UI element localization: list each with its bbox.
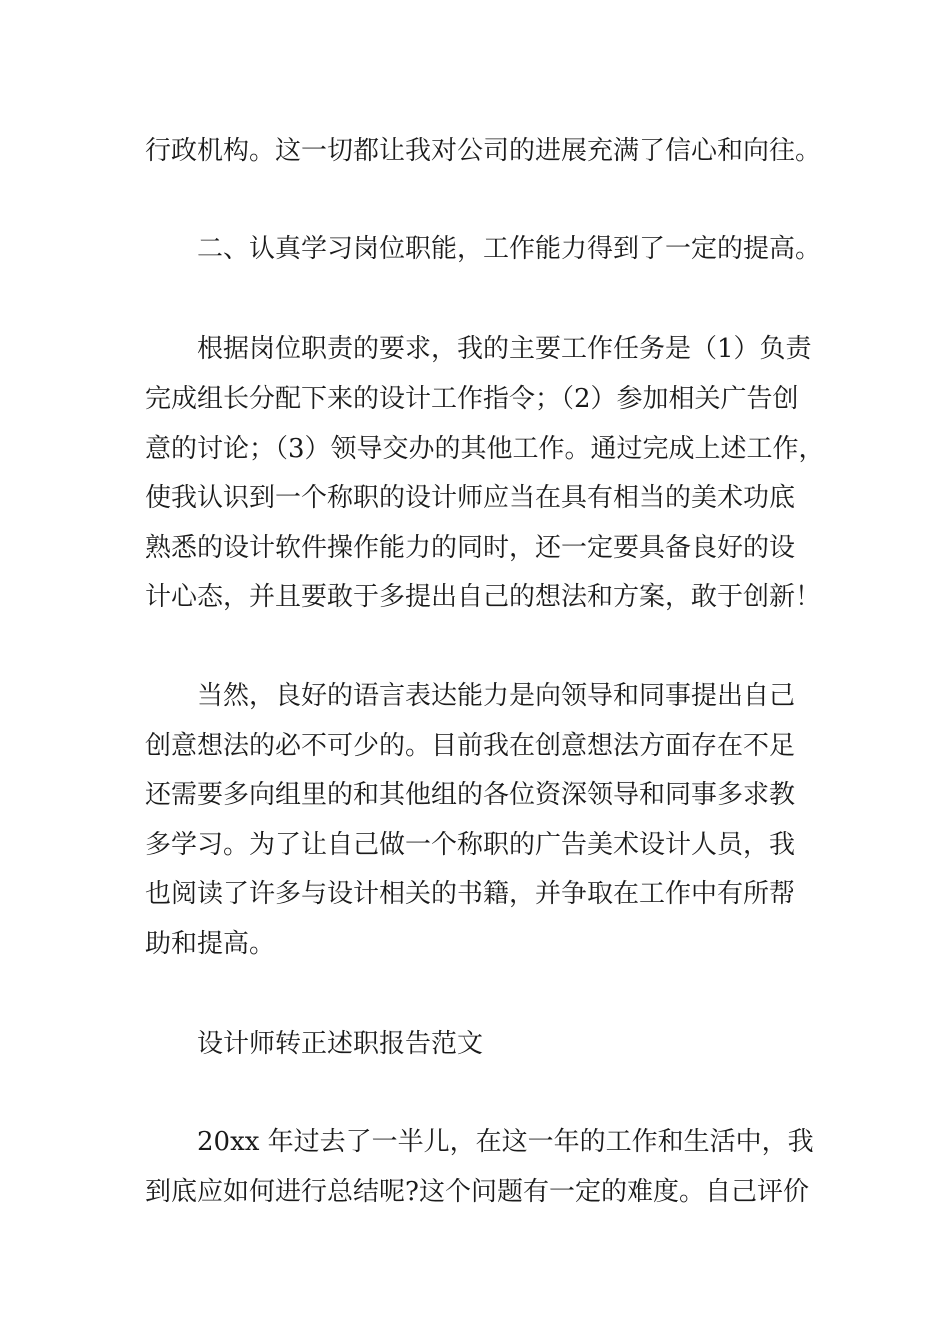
paragraph-line: 多学习。为了让自己做一个称职的广告美术设计人员，我 [145, 830, 796, 860]
section-heading: 二、认真学习岗位职能，工作能力得到了一定的提高。 [197, 234, 822, 264]
paragraph-line: 意的讨论；（3）领导交办的其他工作。通过完成上述工作， [145, 434, 825, 464]
paragraph-line: 当然，良好的语言表达能力是向领导和同事提出自己 [197, 681, 796, 711]
paragraph-line: 完成组长分配下来的设计工作指令；（2）参加相关广告创 [145, 384, 799, 414]
paragraph-line: 也阅读了许多与设计相关的书籍，并争取在工作中有所帮 [145, 879, 796, 909]
paragraph-line: 使我认识到一个称职的设计师应当在具有相当的美术功底 [145, 483, 796, 513]
paragraph-line: 20xx 年过去了一半儿，在这一年的工作和生活中，我 [197, 1127, 814, 1157]
paragraph-line: 计心态，并且要敢于多提出自己的想法和方案，敢于创新！ [145, 582, 822, 612]
paragraph-line: 创意想法的必不可少的。目前我在创意想法方面存在不足 [145, 731, 796, 761]
paragraph-line: 行政机构。这一切都让我对公司的进展充满了信心和向往。 [145, 136, 822, 166]
document-subtitle: 设计师转正述职报告范文 [197, 1029, 484, 1059]
paragraph-line: 到底应如何进行总结呢?这个问题有一定的难度。自己评价 [145, 1177, 809, 1207]
paragraph-line: 助和提高。 [145, 929, 276, 959]
paragraph-line: 还需要多向组里的和其他组的各位资深领导和同事多求教 [145, 780, 796, 810]
paragraph-line: 根据岗位职责的要求，我的主要工作任务是（1）负责 [197, 334, 812, 364]
paragraph-line: 熟悉的设计软件操作能力的同时，还一定要具备良好的设 [145, 533, 796, 563]
